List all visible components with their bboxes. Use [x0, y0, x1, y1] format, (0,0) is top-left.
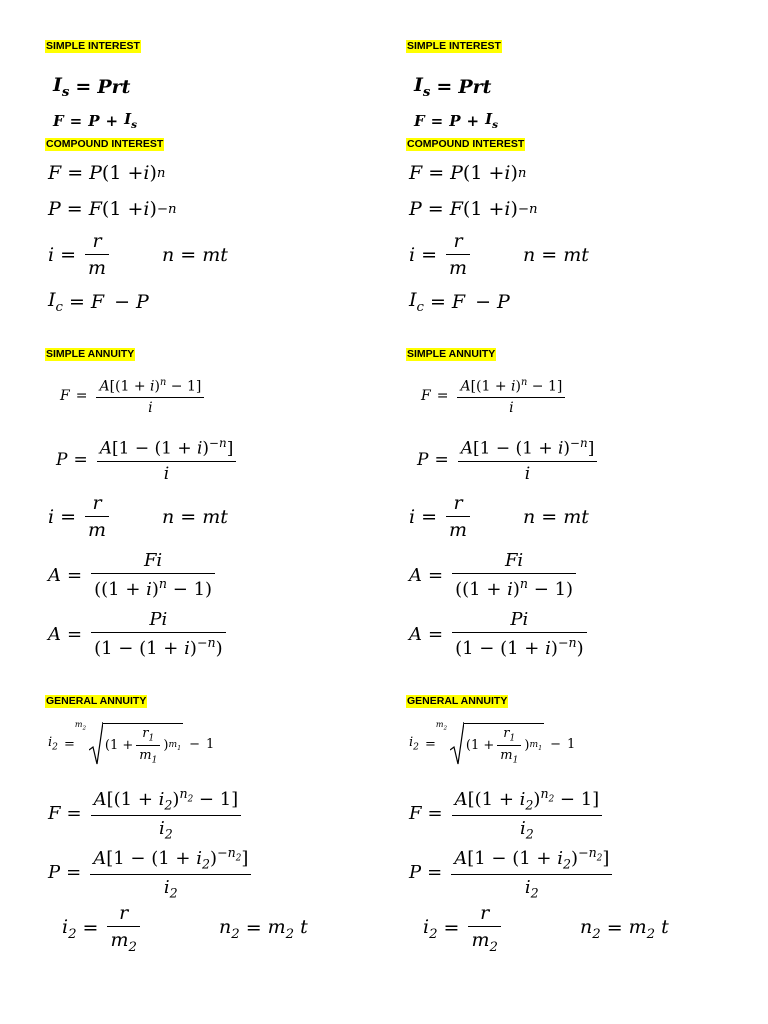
formula-rate-per-period: i = $\frac{r}{m}$ n = mt: [409, 230, 589, 279]
formula-simple-interest: $I_s$ = Prt: [53, 74, 131, 100]
compound-interest-heading: COMPOUND INTEREST: [46, 138, 164, 150]
formula-general-annuity-rate: $i_2$ = $\frac{r}{m_2}$ $n_2$ = $m_2$ t: [423, 902, 669, 955]
formula-annuity-future: F = $\frac{A[(1 + i)^n - 1]}{i}$: [421, 377, 568, 416]
formula-compound-future: F = P (1 + i ) n: [48, 162, 166, 184]
formula-annuity-payment-future: A = $\frac{Fi}{((1 + i)^n - 1)}$: [48, 550, 218, 600]
formula-general-annuity-future: F = $\frac{A[(1 + i_2)^{n_2} - 1]}{i_2}$: [48, 786, 244, 841]
formula-simple-interest: $I_s$ = Prt: [414, 74, 492, 100]
general-annuity-heading: GENERAL ANNUITY: [46, 695, 147, 707]
formula-annuity-present: P = $\frac{A[1 - (1 + i)^{-n}]}{i}$: [417, 436, 600, 484]
formula-compound-interest: $I_c$ = F − P: [409, 289, 510, 315]
formula-column-right: [361, 0, 721, 1024]
formula-future-value-simple: F = P + $I_s$: [53, 110, 138, 131]
radical-sign-icon: [450, 722, 464, 766]
formula-future-value-simple: F = P + $I_s$: [414, 110, 499, 131]
formula-general-annuity-future: F = $\frac{A[(1 + i_2)^{n_2} - 1]}{i_2}$: [409, 786, 605, 841]
formula-annuity-present: P = $\frac{A[1 - (1 + i)^{-n}]}{i}$: [56, 436, 239, 484]
radical-sign-icon: [89, 722, 103, 766]
compound-interest-heading: COMPOUND INTEREST: [407, 138, 525, 150]
formula-general-annuity-rate: $i_2$ = $\frac{r}{m_2}$ $n_2$ = $m_2$ t: [62, 902, 308, 955]
formula-compound-present: P = F (1 + i ) −n: [409, 198, 538, 220]
simple-annuity-heading: SIMPLE ANNUITY: [407, 348, 496, 360]
simple-annuity-heading: SIMPLE ANNUITY: [46, 348, 135, 360]
formula-compound-interest: $I_c$ = F − P: [48, 289, 149, 315]
formula-equivalent-rate: $i_2$ = $m_2$ (1 + $\frac{r_1}{m_1}$ ) $m_1$ − 1: [409, 720, 576, 766]
formula-annuity-rate: i = $\frac{r}{m}$ n = mt: [48, 492, 228, 541]
formula-compound-present: P = F (1 + i ) −n: [48, 198, 177, 220]
formula-equivalent-rate: $i_2$ = $m_2$ (1 + $\frac{r_1}{m_1}$ ) $m_1$ − 1: [48, 720, 215, 766]
formula-annuity-payment-present: A = $\frac{Pi}{(1 - (1 + i)^{-n})}$: [409, 609, 590, 659]
simple-interest-heading: SIMPLE INTEREST: [46, 40, 140, 52]
formula-annuity-rate: i = $\frac{r}{m}$ n = mt: [409, 492, 589, 541]
formula-annuity-future: F = $\frac{A[(1 + i)^n - 1]}{i}$: [60, 377, 207, 416]
formula-annuity-payment-future: A = $\frac{Fi}{((1 + i)^n - 1)}$: [409, 550, 579, 600]
formula-compound-future: F = P (1 + i ) n: [409, 162, 527, 184]
simple-interest-heading: SIMPLE INTEREST: [407, 40, 501, 52]
formula-general-annuity-present: P = $\frac{A[1 - (1 + i_2)^{-n_2}]}{i_2}$: [409, 845, 615, 900]
formula-column-left: [0, 0, 360, 1024]
formula-annuity-payment-present: A = $\frac{Pi}{(1 - (1 + i)^{-n})}$: [48, 609, 229, 659]
formula-general-annuity-present: P = $\frac{A[1 - (1 + i_2)^{-n_2}]}{i_2}$: [48, 845, 254, 900]
general-annuity-heading: GENERAL ANNUITY: [407, 695, 508, 707]
formula-rate-per-period: i = $\frac{r}{m}$ n = mt: [48, 230, 228, 279]
